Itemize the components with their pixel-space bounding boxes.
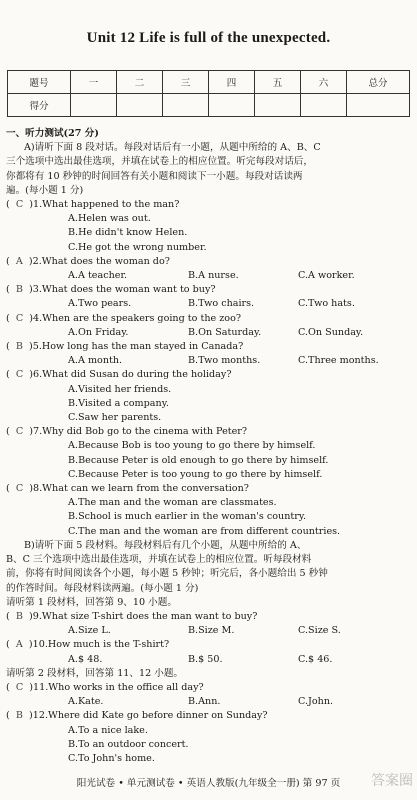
option-row: [6, 624, 412, 638]
question-text: 5.How long has the man stayed in Canada?: [32, 341, 244, 353]
answer-mark: B: [15, 284, 23, 296]
instruction-line: 三个选项中选出最佳选项，并填在试卷上的相应位置。听完每段对话后，: [6, 156, 313, 168]
material-heading: 请听第 2 段材料，回答第 11、12 小题。: [6, 667, 184, 679]
option: C.John.: [298, 696, 334, 708]
question-text: 6.What did Susan do during the holiday?: [33, 369, 232, 381]
score-cell: [301, 94, 347, 117]
option: C.Three months.: [298, 355, 379, 367]
score-table: [7, 70, 410, 117]
score-header-cell: 题号: [8, 71, 71, 94]
answer-mark: C: [15, 426, 24, 438]
score-header-cell: 四: [209, 71, 255, 94]
question-4: ( C )4.When are the speakers going to the zoo?: [6, 312, 241, 324]
option: B.Because Peter is old enough to go there by himself.: [68, 454, 329, 466]
question-text: 3.What does the woman want to buy?: [32, 284, 216, 296]
answer-mark: C: [15, 369, 24, 381]
option: B.School is much earlier in the woman's country.: [68, 511, 307, 523]
instruction-line: A)请听下面 8 段对话。每段对话后有一小题，从题中所给的 A、B、C: [24, 142, 321, 154]
question-text: 10.How much is the T-shirt?: [32, 639, 170, 651]
material-heading: 请听第 1 段材料，回答第 9、10 小题。: [6, 596, 177, 608]
option: A.Helen was out.: [68, 213, 151, 225]
question-2: ( A )2.What does the woman do?: [6, 255, 170, 267]
score-header-cell: 一: [71, 71, 117, 94]
option: C.A worker.: [298, 270, 355, 282]
section-heading: 一、听力测试(27 分): [6, 128, 99, 139]
score-row-label: 得分: [8, 94, 71, 117]
question-text: 1.What happened to the man?: [33, 199, 180, 211]
option: A.Because Bob is too young to go there by himself.: [68, 440, 316, 452]
option: C.To John's home.: [68, 752, 155, 764]
question-text: 7.Why did Bob go to the cinema with Peter?: [33, 426, 248, 438]
question-text: 12.Where did Kate go before dinner on Sunday?: [32, 710, 268, 722]
watermark-logo: 答案圈: [371, 773, 413, 789]
answer-mark: B: [15, 710, 23, 722]
option: C.Because Peter is too young to go there by himself.: [68, 468, 323, 480]
option: C.The man and the woman are from different countries.: [68, 525, 341, 537]
option: B.Size M.: [188, 625, 235, 637]
answer-mark: A: [15, 639, 23, 651]
option: C.$ 46.: [298, 653, 333, 665]
question-9: ( B )9.What size T-shirt does the man want to buy?: [6, 610, 258, 622]
question-8: ( C )8.What can we learn from the conversation?: [6, 483, 249, 495]
page-footer: 阳光试卷 • 单元测试卷 • 英语人教版(九年级全一册) 第 97 页: [76, 778, 341, 789]
question-3: ( B )3.What does the woman want to buy?: [6, 284, 216, 296]
option: A.Visited her friends.: [68, 383, 172, 395]
option: B.To an outdoor concert.: [68, 738, 189, 750]
option: B.Ann.: [188, 696, 221, 708]
option: A.To a nice lake.: [68, 724, 148, 736]
score-header-cell: 六: [301, 71, 347, 94]
option: B.Two chairs.: [188, 298, 255, 310]
score-header-cell: 五: [255, 71, 301, 94]
instruction-line: 你都将有 10 秒钟的时间回答有关小题和阅读下一小题。每段对话读两: [6, 170, 303, 182]
score-table-header-row: [8, 71, 410, 94]
option-row: [6, 354, 412, 368]
question-text: 8.What can we learn from the conversation?: [33, 483, 249, 495]
instruction-line: B)请听下面 5 段材料。每段材料后有几个小题，从题中所给的 A、: [24, 539, 307, 551]
answer-mark: B: [15, 610, 23, 622]
score-table-score-row: [8, 94, 410, 117]
option: A.Two pears.: [68, 298, 132, 310]
option: A.Kate.: [68, 696, 104, 708]
option: B.A nurse.: [188, 270, 239, 282]
option: C.Saw her parents.: [68, 412, 162, 424]
option-row: [6, 326, 412, 340]
question-6: ( C )6.What did Susan do during the holiday?: [6, 369, 232, 381]
question-10: ( A )10.How much is the T-shirt?: [6, 639, 170, 651]
option: A.$ 48.: [68, 653, 103, 665]
answer-mark: A: [15, 255, 23, 267]
score-cell: [209, 94, 255, 117]
answer-mark: C: [15, 199, 24, 211]
option: B.Visited a company.: [68, 397, 169, 409]
option: C.Two hats.: [298, 298, 355, 310]
answer-mark: B: [15, 341, 23, 353]
option: B.$ 50.: [188, 653, 223, 665]
score-cell: [71, 94, 117, 117]
score-cell: [117, 94, 163, 117]
option: C.On Sunday.: [298, 326, 364, 338]
answer-mark: C: [15, 312, 24, 324]
instruction-line: B、C 三个选项中选出最佳选项，并填在试卷上的相应位置。听每段材料: [6, 554, 312, 566]
question-7: ( C )7.Why did Bob go to the cinema with Peter?: [6, 426, 248, 438]
option-row: [6, 653, 412, 667]
option: A.The man and the woman are classmates.: [68, 497, 277, 509]
question-text: 4.When are the speakers going to the zoo?: [33, 312, 241, 324]
instruction-line: 遍。(每小题 1 分): [6, 184, 84, 196]
option: A.A teacher.: [68, 270, 128, 282]
question-text: 9.What size T-shirt does the man want to buy?: [32, 610, 258, 622]
option-row: [6, 269, 412, 283]
option-row: [6, 695, 412, 709]
question-5: ( B )5.How long has the man stayed in Canada?: [6, 341, 244, 353]
option: A.A month.: [68, 355, 123, 367]
score-cell: [347, 94, 410, 117]
option-row: [6, 297, 412, 311]
listening-section: [6, 127, 412, 766]
instruction-line: 的作答时间。每段材料读两遍。(每小题 1 分): [6, 582, 199, 594]
score-header-cell: 三: [163, 71, 209, 94]
instruction-line: 前，你将有时间阅读各个小题，每小题 5 秒钟；听完后，各小题给出 5 秒钟: [6, 568, 328, 580]
option: C.Size S.: [298, 625, 341, 637]
answer-mark: C: [15, 483, 24, 495]
option: B.Two months.: [188, 355, 261, 367]
question-12: ( B )12.Where did Kate go before dinner on Sunday?: [6, 710, 268, 722]
question-11: ( C )11.Who works in the office all day?: [6, 681, 204, 693]
option: C.He got the wrong number.: [68, 241, 207, 253]
score-header-cell: 二: [117, 71, 163, 94]
question-1: ( C )1.What happened to the man?: [6, 199, 180, 211]
score-header-cell: 总分: [347, 71, 410, 94]
option: B.On Saturday.: [188, 326, 262, 338]
option: B.He didn't know Helen.: [68, 227, 188, 239]
option: A.On Friday.: [68, 326, 129, 338]
score-cell: [163, 94, 209, 117]
answer-mark: C: [15, 681, 24, 693]
question-text: 2.What does the woman do?: [32, 255, 170, 267]
option: A.Size L.: [68, 625, 111, 637]
unit-title: Unit 12 Life is full of the unexpected.: [86, 30, 331, 46]
question-text: 11.Who works in the office all day?: [33, 681, 204, 693]
score-cell: [255, 94, 301, 117]
